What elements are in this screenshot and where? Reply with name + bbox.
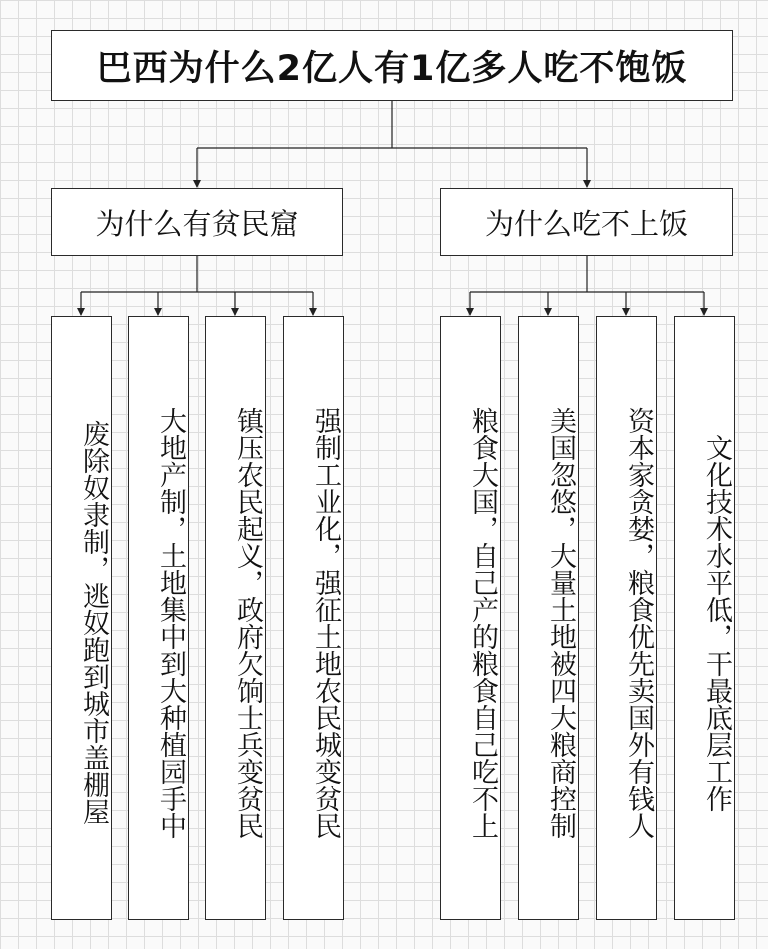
root-title-node: 巴西为什么2亿人有1亿多人吃不饱饭	[51, 30, 733, 101]
leaf-node-large-estates: 大地产制，土地集中到大种植园手中	[128, 316, 189, 920]
leaf-node-abolition-slavery: 废除奴隶制，逃奴跑到城市盖棚屋	[51, 316, 112, 920]
leaf-node-capitalist-greed: 资本家贪婪，粮食优先卖国外有钱人	[596, 316, 657, 920]
leaf-node-low-skill: 文化技术水平低，干最底层工作	[674, 316, 735, 920]
branch-node-slums: 为什么有贫民窟	[51, 188, 343, 256]
leaf-node-uprising-suppression: 镇压农民起义，政府欠饷士兵变贫民	[205, 316, 266, 920]
leaf-node-forced-industrialization: 强制工业化，强征土地农民城变贫民	[283, 316, 344, 920]
leaf-node-grain-power: 粮食大国，自己产的粮食自己吃不上	[440, 316, 501, 920]
branch-node-hunger: 为什么吃不上饭	[440, 188, 733, 256]
leaf-node-grain-traders: 美国忽悠，大量土地被四大粮商控制	[518, 316, 579, 920]
